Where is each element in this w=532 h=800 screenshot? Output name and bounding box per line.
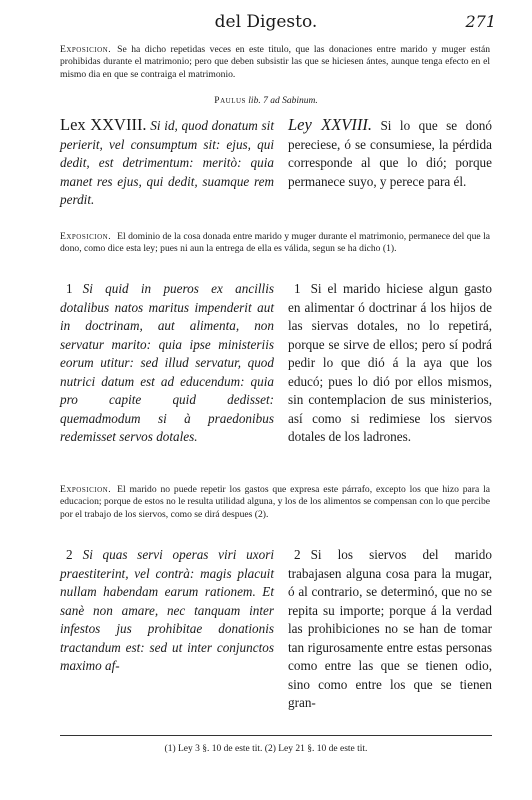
lex-latin-text: Si id, quod donatum sit perierit, vel consumptum sit: ejus, qui dedit, est detrimentum: meritò: quia manet res ejus, qui dedit, suamque rem perdit. [60,118,274,207]
para2-spanish [288,546,492,713]
running-header [0,12,532,36]
lex-latin-head: Lex XXVIII. [60,115,147,134]
para1-latin-text: Si quid in pueros ex ancillis dotalibus natos maritus impenderit aut in doctrinam, aut alimenta, non servatur marito: quia ipse ministeriis eorum utitur: sed illud servatur, quod nutrici datum est ad educendum: quia pro capite quid dedisset: quemadmodum si à praedonibus redemisset servos dotales. [60,281,274,444]
source-ref: lib. 7 ad Sabinum. [248,96,318,106]
paragraph-number: 1 [294,281,301,296]
running-title: del Digesto. [214,12,318,32]
exposicion-3 [60,484,490,521]
exposicion-text: El dominio de la cosa donada entre marido y muger durante el matrimonio, permanece del que la dono, como dice esta ley; pues ni aun la entrega de ella es válida, segun se ha dicho (1). [60,231,490,255]
lex-spanish-head: Ley XXVIII. [288,115,372,134]
para2-latin-text: Si quas servi operas viri uxori praestiterint, vel contrà: magis placuit nullam habendam earum rationem. Et sanè non amare, nec tanquam inter infestos jus prohibitae donationis tractandum est: sed ut inter conjunctos maximo af- [60,547,274,673]
paragraph-number: 2 [294,547,301,562]
exposicion-text: El marido no puede repetir los gastos que expresa este párrafo, excepto los que hizo para la educacion; porque de estos no le resulta utilidad alguna, y los de los alimentos se compensan con lo que percibe por el trabajo de los siervos, como se dirá despues (2). [60,484,490,520]
footnotes: (1) Ley 3 §. 10 de este tit. (2) Ley 21 §. 10 de este tit. [164,744,368,754]
lex-spanish-text: Si lo que se donó pereciese, ó se consumiese, la pérdida corresponde al que lo dió; porque permanece suyo, y perece para él. [288,118,492,189]
exposicion-2 [60,231,490,256]
source-citation [0,96,532,106]
lex-spanish [288,116,492,191]
page-number: 271 [465,12,496,31]
exposicion-1 [60,44,490,81]
para2-latin [60,546,274,676]
lex-latin [60,116,274,210]
para2-spanish-text: Si los siervos del marido trabajasen alguna cosa para la mugar, ó al contrario, se determinó, que no se repita su importe; porque á la verdad las prohibiciones no se han de tomar tan rigurosamente entre estas personas como entre las que se tienen odio, sino como entre los que se tienen gran- [288,547,492,710]
exposicion-label: Exposicion. [60,484,112,495]
para1-spanish [288,280,492,447]
source-author: Paulus [214,96,246,106]
para1-latin [60,280,274,447]
paragraph-number: 2 [66,547,73,562]
exposicion-text: Se ha dicho repetidas veces en este titulo, que las donaciones entre marido y muger están prohibidas durante el matrimonio; pero que deben subsistir las que se hiciesen ántes, aunque tenga efecto en el mismo dia en que se contraiga el matrimonio. [60,44,490,80]
exposicion-label: Exposicion. [60,231,112,242]
exposicion-label: Exposicion. [60,44,112,55]
paragraph-number: 1 [66,281,73,296]
footnote-divider [60,735,492,736]
para1-spanish-text: Si el marido hiciese algun gasto en alimentar ó doctrinar á los hijos de las siervas dotales, no lo repetirá, porque se sirve de ellos; pero sí podrá pedir lo que dió á la aya que los educó; pues lo dió por ellos mismos, sin contemplacion de sus ministerios, así como si redimiese los siervos dotales de los ladrones. [288,281,492,444]
